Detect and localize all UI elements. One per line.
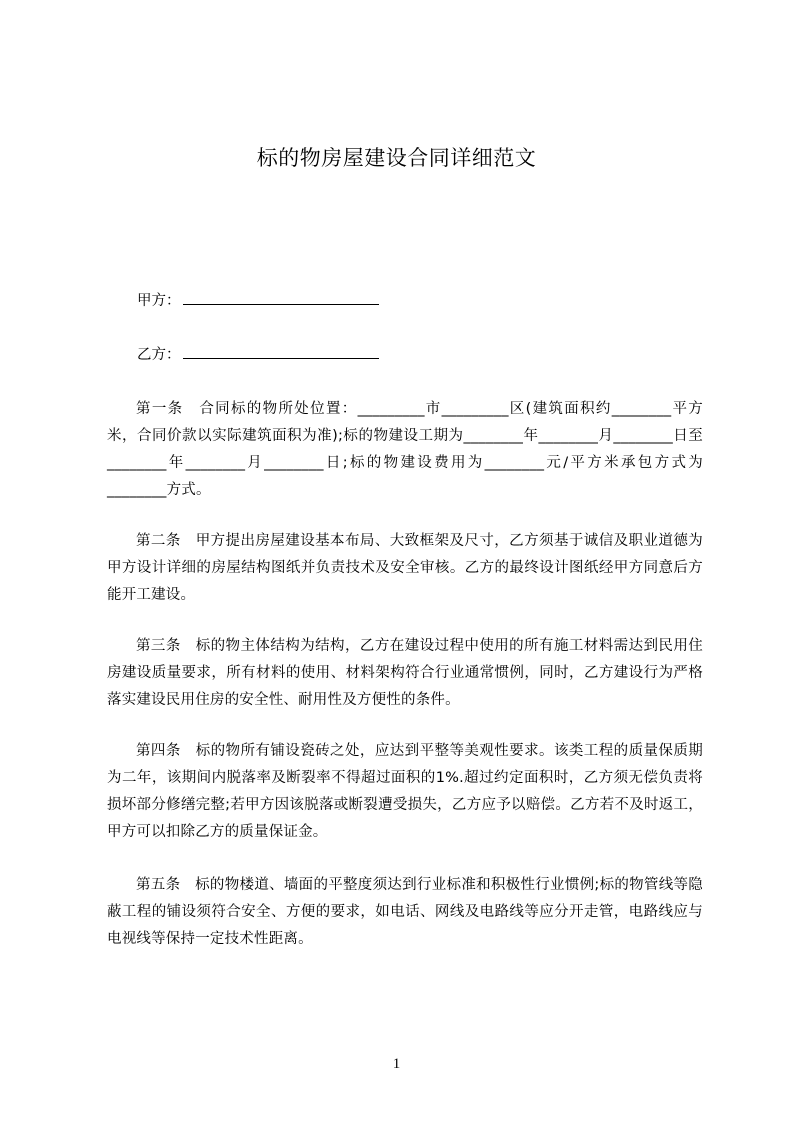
clause-3: 第三条 标的物主体结构为结构，乙方在建设过程中使用的所有施工材料需达到民用住房建设质量要求，所有材料的使用、材料架构符合行业通常惯例，同时，乙方建设行为严格落实建设民用住房的安全性、耐用性及方便性的条件。 bbox=[107, 638, 703, 708]
party-b-blank bbox=[183, 344, 379, 359]
party-b-line bbox=[137, 344, 379, 365]
page-number: 1 bbox=[392, 1056, 401, 1072]
party-b-label: 乙方： bbox=[137, 347, 181, 363]
page-title: 标的物房屋建设合同详细范文 bbox=[256, 146, 537, 170]
clause-5: 第五条 标的物楼道、墙面的平整度须达到行业标准和积极性行业惯例;标的物管线等隐蔽工程的铺设须符合安全、方便的要求，如电话、网线及电路线等应分开走管，电路线应与电视线等保持一定技术性距离。 bbox=[107, 877, 703, 947]
party-a-label: 甲方： bbox=[137, 293, 181, 309]
clause-2: 第二条 甲方提出房屋建设基本布局、大致框架及尺寸，乙方须基于诚信及职业道德为甲方设计详细的房屋结构图纸并负责技术及安全审核。乙方的最终设计图纸经甲方同意后方能开工建设。 bbox=[107, 533, 703, 603]
party-a-line bbox=[137, 290, 379, 311]
party-a-blank bbox=[183, 290, 379, 305]
clause-1: 第一条 合同标的物所处位置：_________市_________区(建筑面积约________平方米，合同价款以实际建筑面积为准);标的物建设工期为________年________月________日至________年________月________日;标的物建设费用为________元/平方米承包方式为________方式。 bbox=[107, 401, 703, 498]
clause-4: 第四条 标的物所有铺设瓷砖之处，应达到平整等美观性要求。该类工程的质量保质期为二年，该期间内脱落率及断裂率不得超过面积的1%.超过约定面积时，乙方须无偿负责将损坏部分修缮完整;若甲方因该脱落或断裂遭受损失，乙方应予以赔偿。乙方若不及时返工，甲方可以扣除乙方的质量保证金。 bbox=[107, 743, 703, 840]
